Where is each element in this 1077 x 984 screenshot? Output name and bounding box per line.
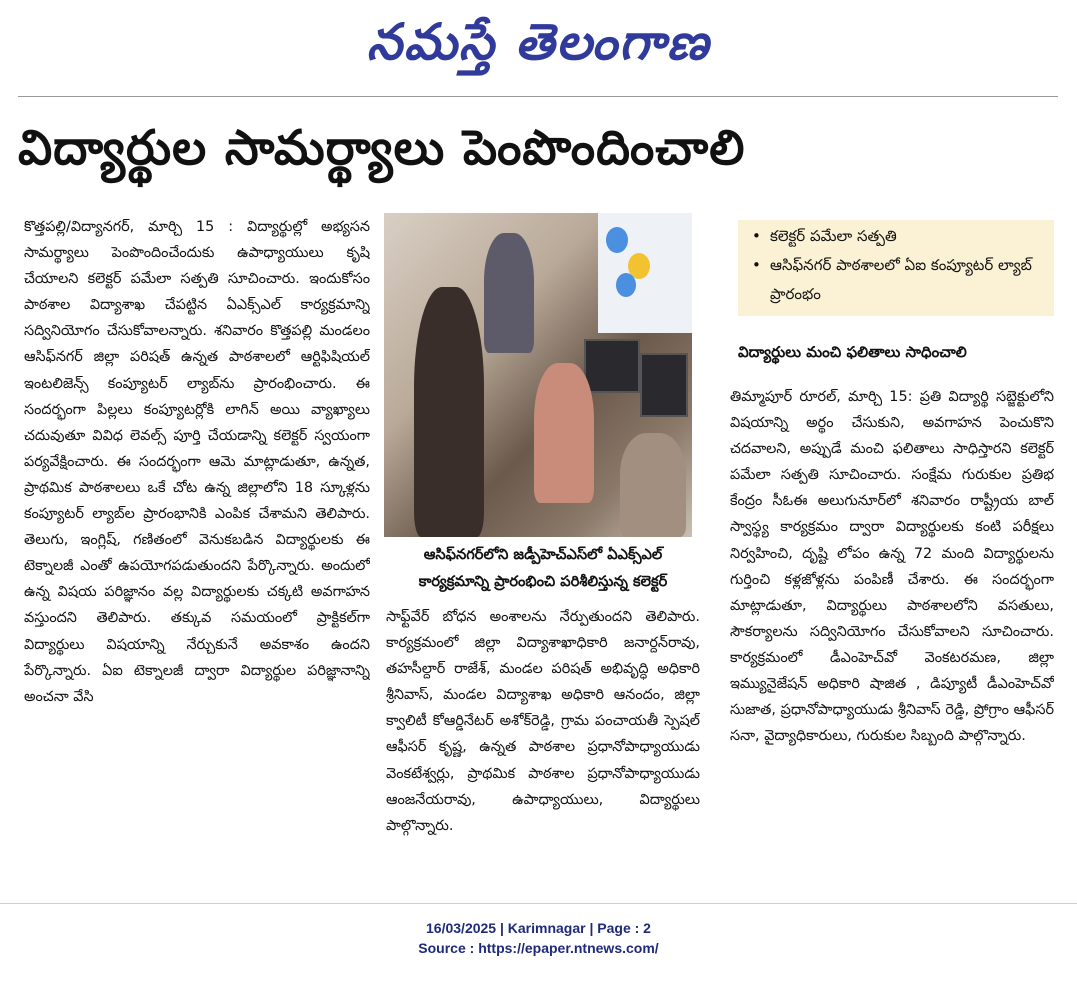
student-figure bbox=[534, 363, 594, 503]
news-photo bbox=[384, 213, 692, 537]
highlight-item bbox=[748, 251, 1054, 309]
bullet-icon: • bbox=[752, 256, 761, 274]
masthead-divider bbox=[18, 96, 1058, 97]
page-footer bbox=[0, 918, 1077, 958]
student-figure bbox=[620, 433, 686, 537]
computer-monitor bbox=[640, 353, 688, 417]
footer-edition-info: 16/03/2025 | Karimnagar | Page : 2 bbox=[426, 920, 651, 936]
article-column-3 bbox=[730, 384, 1054, 894]
footer-divider bbox=[0, 903, 1077, 904]
article-subheading: విద్యార్థులు మంచి ఫలితాలు సాధించాలి bbox=[738, 343, 967, 361]
highlight-text: ఆసిఫ్‌నగర్ పాఠశాలలో ఏఐ కంప్యూటర్ ల్యాబ్ ప్రారంభం bbox=[770, 256, 1032, 303]
article-paragraph: కొత్తపల్లి/విద్యానగర్, మార్చి 15 : విద్యార్థుల్లో అభ్యసన సామర్థ్యాలు పెంపొందించేందుకు ఉపాధ్యాయులు కృషి చేయాలని కలెక్టర్ పమేలా సత్పతి సూచించారు. ఇందుకోసం పాఠశాల విద్యాశాఖ చేపట్టిన ఏఎక్స్ఎల్ కార్యక్రమాన్ని సద్వినియోగం చేసుకోవాలన్నారు. శనివారం కొత్తపల్లి మండలం ఆసిఫ్‌నగర్ జిల్లా పరిషత్ ఉన్నత పాఠశాలలో ఆర్టిఫిషియల్ ఇంటలిజెన్స్ కంప్యూటర్ ల్యాబ్‌ను ప్రారంభించారు. ఈ సందర్భంగా పిల్లలు కంప్యూటర్లోకి లాగిన్ అయి వ్యాఖ్యాలు చదువుతూ వివిధ లెవల్స్ పూర్తి చేయడాన్ని కలెక్టర్ స్వయంగా పర్యవేక్షించారు. ఈ సందర్భంగా ఆమె మాట్లాడుతూ, ఉన్నత, ప్రాథమిక పాఠశాలలు ఒకే చోట ఉన్న జిల్లాలోని 18 స్కూళ్లను కంప్యూటర్ ల్యాబ్‌ల ప్రారంభానికి ఎంపిక చేశామని తెలిపారు. తెలుగు, ఇంగ్లిష్, గణితంలో వెనుకబడిన విద్యార్థులకు ఈ టెక్నాలజీ ఎంతో ఉపయోగపడుతుందని పేర్కొన్నారు. అందులో ఉన్న విషయ పరిజ్ఞానం వల్ల విద్యార్థులకు చక్కటి అవగాహన వస్తుందని తెలిపారు. తక్కువ సమయంలో ప్రాక్టికల్‌గా విద్యార్థులు విషయాన్ని నేర్చుకునే అవకాశం ఉందని పేర్కొన్నారు. ఏఐ టెక్నాలజీ ద్వారా విద్యార్థుల పరిజ్ఞానాన్ని అంచనా వేసి bbox=[24, 219, 370, 705]
article-headline: విద్యార్థుల సామర్థ్యాలు పెంపొందించాలి bbox=[18, 120, 746, 176]
balloon bbox=[606, 227, 628, 253]
photo-caption: ఆసిఫ్‌నగర్‌లోని జడ్పీహెచ్ఎస్‌లో ఏఎక్స్ఎల్ కార్యక్రమాన్ని ప్రారంభించి పరిశీలిస్తున్న కలెక్టర్ bbox=[418, 546, 668, 590]
newspaper-masthead: నమస్తే తెలంగాణ bbox=[366, 12, 711, 71]
computer-monitor bbox=[584, 339, 640, 393]
article-column-2 bbox=[386, 604, 700, 892]
bullet-icon: • bbox=[752, 227, 761, 245]
person-figure bbox=[484, 233, 534, 353]
balloon bbox=[616, 273, 636, 297]
article-paragraph: సాఫ్ట్‌వేర్ బోధన అంశాలను నేర్పుతుందని తెలిపారు. కార్యక్రమంలో జిల్లా విద్యాశాఖాధికారి జనార్దన్‌రావు, తహసీల్దార్ రాజేశ్, మండల పరిషత్ అభివృద్ధి అధికారి శ్రీనివాస్, మండల విద్యాశాఖ అధికారి ఆనందం, జిల్లా క్వాలిటీ కో‌ఆర్డినేటర్ అశోక్‌రెడ్డి, గ్రామ పంచాయతీ స్పెషల్ ఆఫీసర్ కృష్ణ, ఉన్నత పాఠశాల ప్రధానోపాధ్యాయుడు వెంకటేశ్వర్లు, ప్రాథమిక పాఠశాల ప్రధానోపాధ్యాయుడు ఆంజనేయరావు, ఉపాధ్యాయులు, విద్యార్థులు పాల్గొన్నారు. bbox=[386, 609, 700, 834]
collector-figure bbox=[414, 287, 484, 537]
highlight-item bbox=[748, 222, 1054, 251]
highlight-text: కలెక్టర్ పమేలా సత్పతి bbox=[770, 227, 897, 245]
article-paragraph: తిమ్మాపూర్ రూరల్, మార్చి 15: ప్రతి విద్యార్థి సబ్జెక్టులోని విషయాన్ని అర్థం చేసుకుని, అవగాహన పెంచుకొని చదవాలని, అప్పుడే మంచి ఫలితాలు సాధిస్తారని కలెక్టర్ పమేలా సత్పతి సూచించారు. సంక్షేమ గురుకుల ప్రతిభ కేంద్రం సీఓఈ అలుగునూర్‌లో శనివారం రాష్ట్రీయ బాల్ స్వాస్థ్య కార్యక్రమం ద్వారా విద్యార్థులకు కంటి పరీక్షలు నిర్వహించి, దృష్టి లోపం ఉన్న 72 మంది విద్యార్థులను గుర్తించి కళ్లజోళ్లను పంపిణీ చేశారు. ఈ సందర్భంగా మాట్లాడుతూ, విద్యార్థులు పాఠశాలలోని వసతులు, సౌకర్యాలను సద్వినియోగం చేసుకోవాలని సూచించారు. కార్యక్రమంలో డీఎంహెచ్‌వో వెంకటరమణ, జిల్లా ఇమ్యునైజేషన్ అధికారి షాజిత , డిప్యూటీ డీఎంహెచ్‌వో సుజాత, ప్రధానోపాధ్యాయుడు శ్రీనివాస్ రెడ్డి, ప్రోగ్రాం ఆఫీసర్ సనా, వైద్యాధికారులు, గురుకుల సిబ్బంది పాల్గొన్నారు. bbox=[730, 389, 1054, 745]
highlights-box bbox=[738, 220, 1054, 316]
article-column-1 bbox=[24, 214, 370, 894]
footer-source-link[interactable]: Source : https://epaper.ntnews.com/ bbox=[418, 940, 659, 956]
